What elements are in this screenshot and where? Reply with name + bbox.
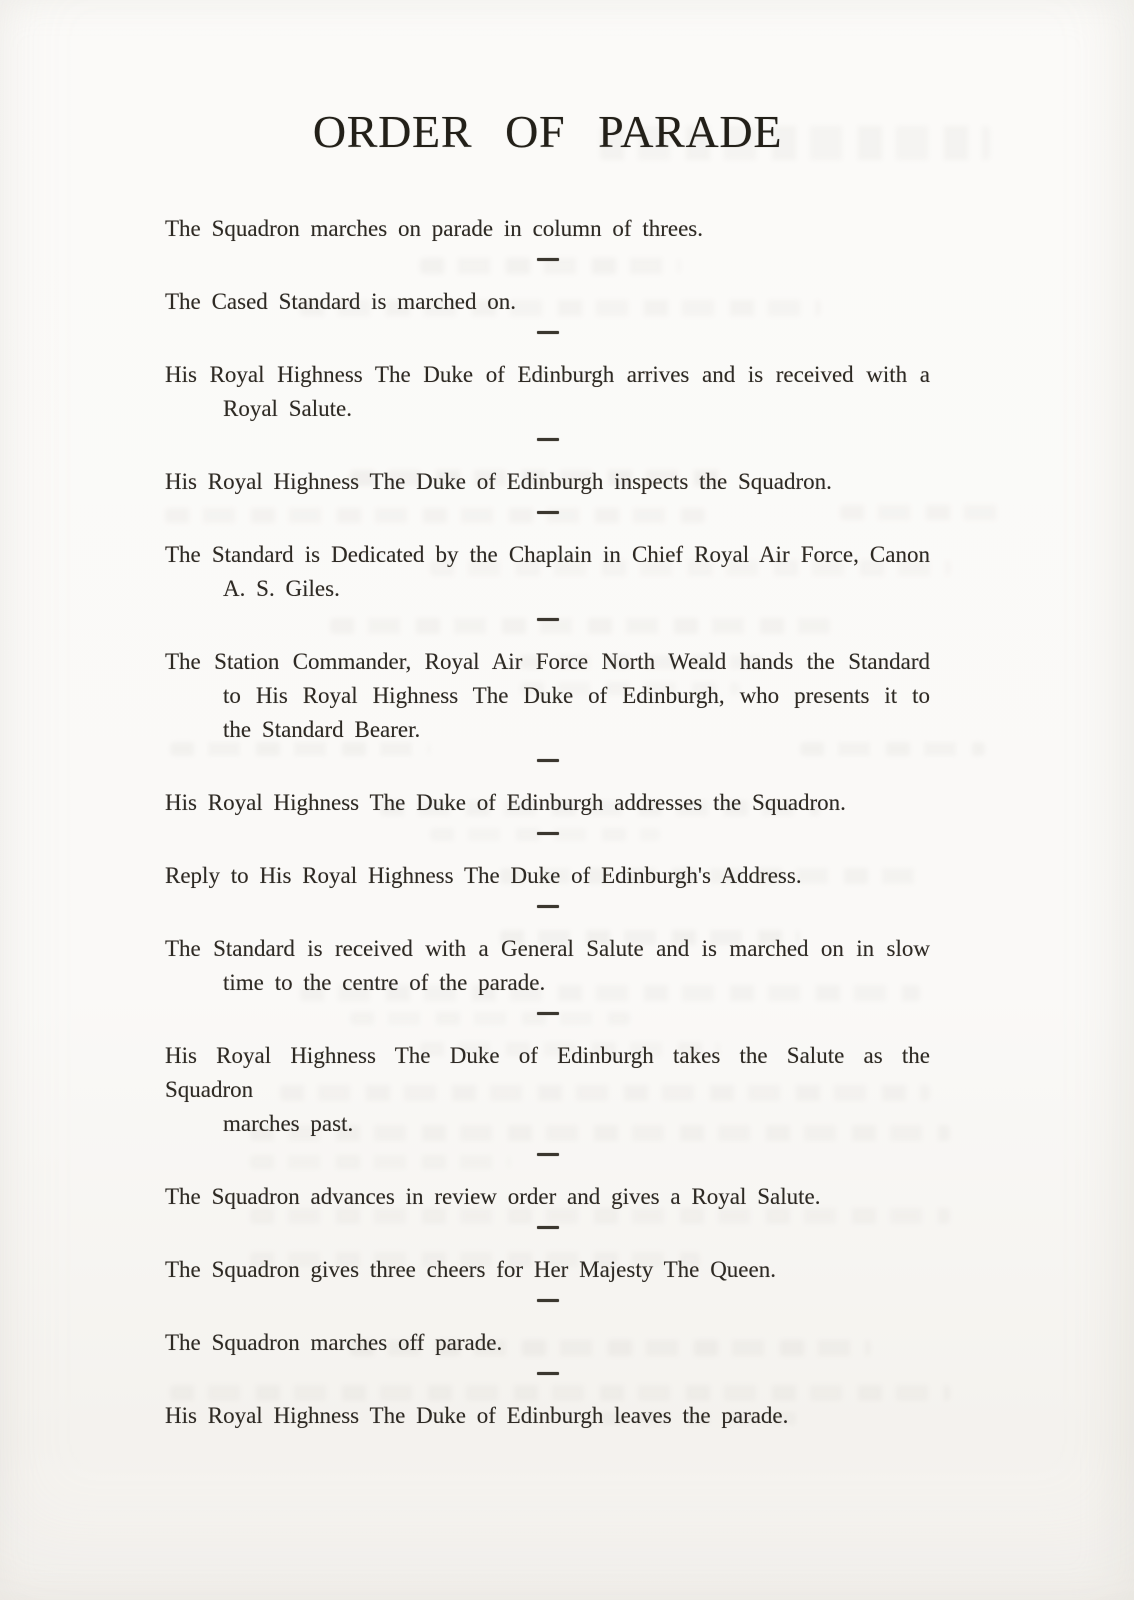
parade-step-line: to His Royal Highness The Duke of Edinburgh, who presents it to xyxy=(223,683,930,708)
parade-step-line: time to the centre of the parade. xyxy=(223,970,546,995)
parade-step xyxy=(165,859,930,893)
section-divider-dash xyxy=(537,832,559,835)
section-divider-dash xyxy=(537,438,559,441)
parade-step-line: The Squadron marches off parade. xyxy=(165,1330,503,1355)
section-divider-dash xyxy=(537,905,559,908)
parade-steps xyxy=(165,212,930,1433)
section-divider-dash xyxy=(537,1012,559,1015)
page-title: ORDER OF PARADE xyxy=(312,106,783,157)
parade-step-line: His Royal Highness The Duke of Edinburgh inspects the Squadron. xyxy=(165,469,832,494)
section-divider-dash xyxy=(537,759,559,762)
parade-step-line: The Standard is received with a General Salute and is marched on in slow xyxy=(165,936,930,961)
parade-step-line: The Squadron advances in review order and gives a Royal Salute. xyxy=(165,1184,821,1209)
parade-step-line: the Standard Bearer. xyxy=(223,717,421,742)
section-divider-dash xyxy=(537,1299,559,1302)
parade-step-line: Royal Salute. xyxy=(223,396,352,421)
parade-step xyxy=(165,212,930,246)
parade-step xyxy=(165,1253,930,1287)
parade-step-line: The Station Commander, Royal Air Force North Weald hands the Standard xyxy=(165,649,930,674)
parade-step-line: His Royal Highness The Duke of Edinburgh takes the Salute as the Squadron xyxy=(165,1043,930,1102)
parade-step xyxy=(165,1039,930,1141)
parade-step-line: Reply to His Royal Highness The Duke of Edinburgh's Address. xyxy=(165,863,802,888)
parade-step xyxy=(165,645,930,747)
parade-step-line: His Royal Highness The Duke of Edinburgh arrives and is received with a xyxy=(165,362,930,387)
parade-step-line: The Squadron gives three cheers for Her Majesty The Queen. xyxy=(165,1257,776,1282)
parade-step xyxy=(165,786,930,820)
parade-step-line: marches past. xyxy=(223,1111,354,1136)
parade-step xyxy=(165,1399,930,1433)
parade-step xyxy=(165,1180,930,1214)
parade-step-line: The Cased Standard is marched on. xyxy=(165,289,517,314)
parade-step-line: His Royal Highness The Duke of Edinburgh addresses the Squadron. xyxy=(165,790,846,815)
section-divider-dash xyxy=(537,258,559,261)
parade-step-line: The Squadron marches on parade in column of threes. xyxy=(165,216,704,241)
parade-step xyxy=(165,465,930,499)
parade-step-line: A. S. Giles. xyxy=(223,576,340,601)
parade-step xyxy=(165,285,930,319)
parade-step-line: The Standard is Dedicated by the Chaplain in Chief Royal Air Force, Canon xyxy=(165,542,930,567)
section-divider-dash xyxy=(537,331,559,334)
section-divider-dash xyxy=(537,618,559,621)
parade-step xyxy=(165,538,930,606)
parade-step-line: His Royal Highness The Duke of Edinburgh leaves the parade. xyxy=(165,1403,789,1428)
parade-step xyxy=(165,1326,930,1360)
section-divider-dash xyxy=(537,511,559,514)
parade-step xyxy=(165,358,930,426)
section-divider-dash xyxy=(537,1372,559,1375)
section-divider-dash xyxy=(537,1153,559,1156)
parade-step xyxy=(165,932,930,1000)
section-divider-dash xyxy=(537,1226,559,1229)
